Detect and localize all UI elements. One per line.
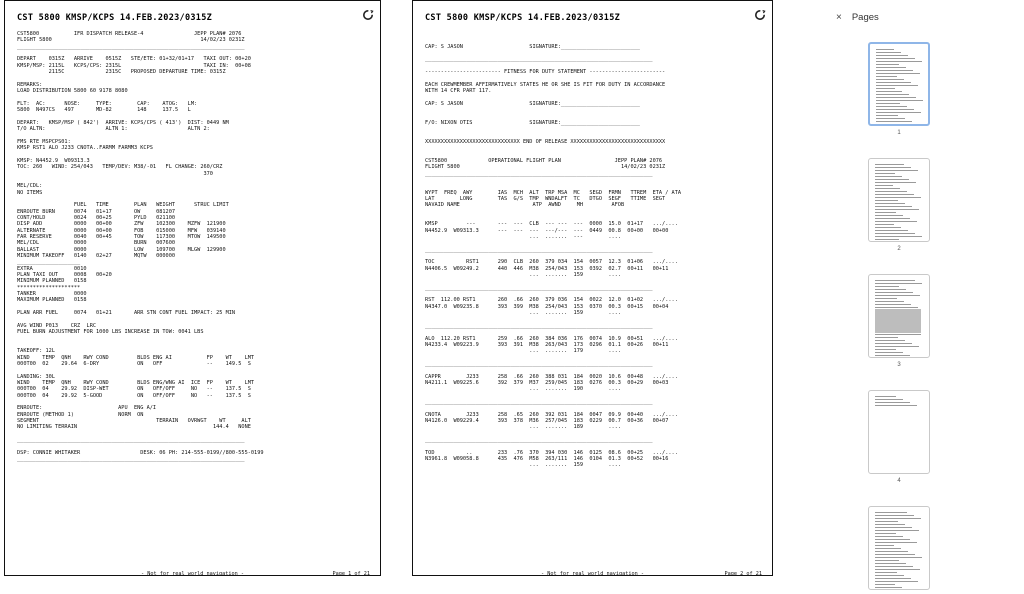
text-line: MINIMUM TAKEOFF 0140 02+27 MQTW 000000 xyxy=(17,253,176,260)
text-line: TOC RST1 290 CLB 260 379 034 154 0057 12.3 01+06 .../.... xyxy=(425,259,678,266)
page-number: Page 2 of 21 xyxy=(724,571,762,576)
thumbnail-preview[interactable] xyxy=(868,274,930,358)
text-line: CNOTA J233 258 .65 260 392 031 184 0047 09.9 00+40 .../.... xyxy=(425,411,678,418)
text-line: 5800 N497CS 497 MD-82 148 137.5 L xyxy=(17,107,191,114)
text-line: PLAN TAXI OUT 0008 00+20 xyxy=(17,272,112,279)
text-line: PLAN ARR FUEL 0074 01+21 ARR STN CONT FUEL IMPACT: 25 MIN xyxy=(17,310,236,317)
page-thumbnail-5[interactable] xyxy=(868,506,934,594)
text-line: N4452.9 W09313.3 --- --- --- ---/--- --- 0449 00.8 00+00 00+00 xyxy=(425,227,669,234)
text-line: ________________________________________________________________________ xyxy=(17,456,245,463)
text-line: KMSP/MSP: 2115L KCPS/CPS: 2315L TAXI IN: 00+08 xyxy=(17,62,251,69)
text-line: 2115C 2315C PROPOSED DEPARTURE TIME: 0315Z xyxy=(17,69,226,76)
text-line: SEGMENT TERRAIN OVRWGT WT ALT xyxy=(17,417,251,424)
text-line: T/O ALTN: ALTN 1: ALTN 2: xyxy=(17,126,210,133)
text-line: WIND TEMP QNH RWY COND BLDS ENG/WNG AI ICE FP WT LMT xyxy=(17,379,255,386)
text-line: ________________________________________________________________________ xyxy=(425,398,653,405)
thumbnail-page-number: 4 xyxy=(897,478,901,484)
text-line: MAXIMUM PLANNED 0158 xyxy=(17,297,87,304)
text-line: DISP ADD 0000 00+00 ZFW 102300 MZFW 121900 xyxy=(17,221,226,228)
thumbnail-page-number: 2 xyxy=(897,246,901,252)
text-line: CAPPR J233 258 .66 260 388 031 184 0020 10.6 00+48 .../.... xyxy=(425,373,678,380)
text-line: NO ITEMS xyxy=(17,189,43,196)
text-line: XXXXXXXXXXXXXXXXXXXXXXXXXXXXXX END OF RELEASE XXXXXXXXXXXXXXXXXXXXXXXXXXXXXX xyxy=(425,138,666,145)
text-line: FUEL TIME PLAN WEIGHT STRUC LIMIT xyxy=(17,202,229,209)
text-line: TOC: 260 WIND: 254/043 TEMP/DEV: M38/-01 FL CHANGE: 260/CRZ xyxy=(17,164,223,171)
text-line: MEL/CDL 0000 BURN 007600 xyxy=(17,240,176,247)
text-line: DSP: CONNIE WHITAKER DESK: 06 PH: 214-555-0199//800-555-0199 xyxy=(17,449,264,456)
text-line: 000T00 04 29.92 5-GOOD ON OFF/OFF NO -- 137.5 S xyxy=(17,392,251,399)
pages-panel xyxy=(820,0,1024,576)
text-line: FUEL BURN ADJUSTMENT FOR 1000 LBS INCREASE IN TOW: 0041 LBS xyxy=(17,329,204,336)
page-header: CST 5800 KMSP/KCPS 14.FEB.2023/0315Z xyxy=(17,13,213,23)
footer-disclaimer: - Not for real world navigation - xyxy=(140,571,245,576)
text-line: CONT/HOLD 0024 00+25 PYLD 021100 xyxy=(17,214,176,221)
text-line: ... ....... 159 .... xyxy=(425,462,621,469)
text-line: KMSP --- --- --- CLB --- --- --- 0000 15.0 01+17 .../.... xyxy=(425,221,678,228)
text-line: WITH 14 CFR PART 117. xyxy=(425,88,492,95)
text-line: LOAD DISTRIBUTION 5800 60 9178 8080 xyxy=(17,88,128,95)
text-line: FMS RTE MSPCPS01: xyxy=(17,138,71,145)
page-thumbnail-3[interactable] xyxy=(868,274,934,368)
text-line: ________________________________________________________________________ xyxy=(425,437,653,443)
text-line: 000T00 02 29.64 6-DRY ON OFF -- 149.5 S xyxy=(17,360,251,367)
text-line: ENROUTE BURN 0074 01+17 OW 081207 xyxy=(17,208,176,215)
document-page-2 xyxy=(412,0,773,576)
text-line: MINIMUM PLANNED 0158 xyxy=(17,278,87,285)
text-line: ________________________________________________________________________ xyxy=(17,43,245,50)
text-line: MEL/CDL: xyxy=(17,183,43,190)
close-icon[interactable]: × xyxy=(836,11,842,23)
text-line: N3961.8 W09058.8 435 476 M58 263/111 146 0104 01.3 00+52 00+16 xyxy=(425,456,669,463)
text-line: ... ....... --- .... xyxy=(425,234,621,240)
text-line: ... ....... 190 .... xyxy=(425,386,621,393)
page-thumbnail-2[interactable] xyxy=(868,158,934,252)
text-line: EACH CREWMEMBER AFFIRMATIVELY STATES HE OR SHE IS FIT FOR DUTY IN ACCORDANCE xyxy=(425,81,666,88)
text-line: F/O: NIXON OTIS SIGNATURE:_________________________ xyxy=(425,119,640,126)
text-line: ******************** xyxy=(17,284,81,291)
pages-panel-title: Pages xyxy=(851,11,879,23)
text-line: ... ....... 179 .... xyxy=(425,348,621,355)
text-line: ________________________________________________________________________ xyxy=(425,322,653,329)
text-line: ________________________________________________________________________ xyxy=(425,360,653,367)
thumbnail-page-number: 1 xyxy=(897,130,901,136)
text-line: ------------------------ FITNESS FOR DUTY STATEMENT ------------------------ xyxy=(425,69,666,76)
text-line: N4211.1 W09225.6 392 379 M37 259/045 183 0276 00.3 00+29 00+03 xyxy=(425,379,669,386)
text-line: KMSP: N4452.9 W09313.3 xyxy=(17,157,90,164)
text-line: ENROUTE: APU ENG A/I xyxy=(17,405,157,412)
thumbnail-preview[interactable] xyxy=(868,42,930,126)
text-line: TANKER 0000 xyxy=(17,291,87,298)
page-number: Page 1 of 21 xyxy=(332,571,370,576)
text-line: ... ....... 189 .... xyxy=(425,424,621,431)
text-line: LANDING: 30L xyxy=(17,373,55,380)
text-line: FLT: AC: NOSE: TYPE: CAP: ATOG: LM: xyxy=(17,100,198,107)
text-line: NO LIMITING TERRAIN 144.4 NONE xyxy=(17,424,251,431)
text-line: ENROUTE (METHOD 1) NORM ON xyxy=(17,411,144,418)
text-line: ________________________________________________________________________ xyxy=(425,56,653,63)
text-line: KMSP RST1 ALO J233 CNOTA..FARMM FARMM3 KCPS xyxy=(17,145,153,152)
text-line: FAR RESERVE 0040 00+45 TOW 117300 MTOW 149500 xyxy=(17,234,226,240)
text-line: N4126.0 W09229.4 393 378 M36 257/045 183 0229 00.7 00+36 00+07 xyxy=(425,417,669,424)
text-line: DEPART: KMSP/MSP ( 842') ARRIVE: KCPS/CPS ( 413') DIST: 0449 NM xyxy=(17,119,229,126)
text-line: ALO 112.20 RST1 259 .66 260 384 036 176 0074 10.9 00+51 .../.... xyxy=(425,335,678,342)
footer-disclaimer: - Not for real world navigation - xyxy=(540,571,645,576)
text-line: ... ....... 159 .... xyxy=(425,272,621,279)
text-line: ALTERNATE 0000 00+00 FOB 015000 MFW 039140 xyxy=(17,227,226,234)
pages-panel-header xyxy=(836,10,879,24)
text-line: ________________________________________________________________________ xyxy=(17,437,245,443)
page-header: CST 5800 KMSP/KCPS 14.FEB.2023/0315Z xyxy=(425,13,621,23)
text-line: ________________________________________________________________________ xyxy=(425,170,653,177)
text-line: N4233.4 W09223.9 393 391 M38 263/043 173 0296 01.1 00+26 00+11 xyxy=(425,341,669,348)
text-line: REMARKS: xyxy=(17,81,43,88)
text-line: TAKEOFF: 12L xyxy=(17,348,55,355)
refresh-icon[interactable] xyxy=(362,9,374,21)
thumbnail-preview[interactable] xyxy=(868,158,930,242)
refresh-icon[interactable] xyxy=(754,9,766,21)
text-line: NAVAID NAME ATP AWND MH AFOB xyxy=(425,202,625,209)
page-thumbnail-1[interactable] xyxy=(868,42,934,136)
thumbnail-preview[interactable] xyxy=(868,506,930,590)
text-line: 370 xyxy=(17,170,213,177)
text-line: FLIGHT 5800 14/02/23 0231Z xyxy=(425,164,666,171)
text-line: CAP: S JASON SIGNATURE:_________________________ xyxy=(425,100,640,107)
text-line: RST 112.00 RST1 260 .66 260 379 036 154 0022 12.0 01+02 .../.... xyxy=(425,297,678,304)
text-line: CST5800 OPERATIONAL FLIGHT PLAN JEPP PLAN# 2076 xyxy=(425,157,663,164)
text-line: N4347.0 W09235.8 393 399 M38 254/043 153 0370 00.3 00+15 00+04 xyxy=(425,303,669,310)
thumbnail-page-number: 3 xyxy=(897,362,901,368)
text-line: FLIGHT 5800 14/02/23 0231Z xyxy=(17,37,245,44)
text-line: CAP: S JASON SIGNATURE:_________________________ xyxy=(425,43,640,50)
text-line: CST5800 IFR DISPATCH RELEASE-4 JEPP PLAN# 2076 xyxy=(17,31,242,37)
flight-plan-text xyxy=(425,31,764,561)
text-line: TOD .. 233 .76 370 394 030 146 0125 08.6 00+25 .../.... xyxy=(425,449,678,456)
text-line: 000T00 04 29.92 DISP-WET ON OFF/OFF NO -- 137.5 S xyxy=(17,386,251,393)
thumbnail-preview[interactable] xyxy=(868,390,930,474)
document-page-1 xyxy=(4,0,381,576)
text-line: AVG WIND P013 CRZ LRC xyxy=(17,322,97,329)
text-line: ... ....... 159 .... xyxy=(425,310,621,317)
text-line: WIND TEMP QNH RWY COND BLDS ENG AI FP WT LMT xyxy=(17,354,255,361)
text-line: EXTRA 0010 xyxy=(17,265,87,272)
text-line: ____________________ xyxy=(17,259,81,266)
text-line: LAT LONG TAS G/S TMP WNDALFT TC DTGO SEGF TTIME SEGT xyxy=(425,195,666,202)
text-line: ________________________________________________________________________ xyxy=(425,284,653,291)
text-line: ________________________________________________________________________ xyxy=(425,246,653,253)
page-thumbnail-4[interactable] xyxy=(868,390,934,484)
text-line: DEPART 0315Z ARRIVE 0515Z STE/ETE: 01+32/01+17 TAXI OUT: 00+20 xyxy=(17,56,251,63)
release-text xyxy=(17,31,372,561)
text-line: WYPT FREQ AWY IAS MCH ALT TRP MSA MC SEGD FRMN TTREM ETA / ATA xyxy=(425,189,682,196)
text-line: BALLAST 0000 LOW 109700 MLGW 129900 xyxy=(17,246,226,253)
text-line: N4406.5 W09249.2 440 446 M38 254/043 153 0392 02.7 00+11 00+11 xyxy=(425,265,669,272)
